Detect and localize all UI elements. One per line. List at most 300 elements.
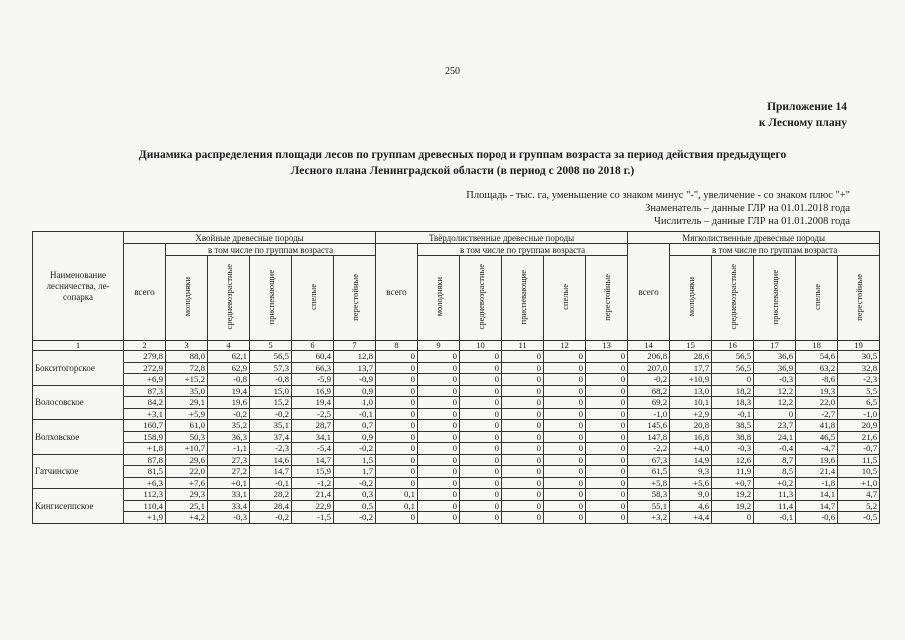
- table-cell: 5,2: [838, 500, 880, 512]
- table-cell: 0,9: [334, 385, 376, 397]
- table-cell: 10,5: [838, 466, 880, 478]
- table-cell: 28,6: [670, 351, 712, 363]
- table-cell: 0: [502, 374, 544, 386]
- table-row: [33, 466, 880, 478]
- table-row: [33, 431, 880, 443]
- table-cell: 0: [418, 408, 460, 420]
- table-cell: 69,2: [628, 397, 670, 409]
- note-units: Площадь - тыс. га, уменьшение со знаком минус "-", увеличение - со знаком плюс "+": [466, 190, 850, 201]
- table-cell: 12,2: [754, 397, 796, 409]
- table-cell: 0: [544, 374, 586, 386]
- table-cell: 19,3: [796, 385, 838, 397]
- table-cell: -0,7: [838, 443, 880, 455]
- table-notes: [466, 189, 850, 228]
- column-number: 3: [166, 341, 208, 351]
- table-cell: +4,2: [166, 512, 208, 524]
- table-cell: -2,7: [796, 408, 838, 420]
- table-cell: 11,9: [712, 466, 754, 478]
- table-cell: 0: [544, 351, 586, 363]
- table-cell: 0: [502, 351, 544, 363]
- table-cell: 14,7: [796, 500, 838, 512]
- table-cell: 60,4: [292, 351, 334, 363]
- table-cell: -0,2: [250, 512, 292, 524]
- table-cell: 14,9: [670, 454, 712, 466]
- table-cell: 32,8: [838, 362, 880, 374]
- table-cell: 19,2: [712, 489, 754, 501]
- age-column-label: перестойные: [349, 273, 360, 321]
- table-cell: 46,5: [796, 431, 838, 443]
- age-groups-header: в том числе по группам возраста: [670, 244, 880, 256]
- table-cell: 0: [460, 443, 502, 455]
- table-cell: -0,1: [334, 408, 376, 420]
- table-cell: 4,7: [838, 489, 880, 501]
- table-cell: 0: [544, 500, 586, 512]
- appendix-line-2: к Лесному плану: [758, 117, 847, 129]
- table-cell: 27,3: [208, 454, 250, 466]
- table-cell: 10,1: [670, 397, 712, 409]
- table-cell: +6,9: [124, 374, 166, 386]
- table-cell: +2,9: [670, 408, 712, 420]
- table-cell: +1,8: [124, 443, 166, 455]
- table-cell: 18,3: [712, 397, 754, 409]
- table-cell: +10,7: [166, 443, 208, 455]
- column-number: 8: [376, 341, 418, 351]
- district-name: Волховское: [33, 420, 124, 455]
- table-cell: 0: [418, 431, 460, 443]
- table-row: [33, 397, 880, 409]
- table-cell: 0: [376, 443, 418, 455]
- table-cell: 19,4: [292, 397, 334, 409]
- table-cell: -2,3: [838, 374, 880, 386]
- table-cell: 0: [544, 443, 586, 455]
- table-row: [33, 489, 880, 501]
- table-cell: 206,8: [628, 351, 670, 363]
- age-column-header: [544, 256, 586, 341]
- table-cell: 0: [418, 500, 460, 512]
- table-cell: 0,9: [334, 431, 376, 443]
- table-cell: +1,9: [124, 512, 166, 524]
- table-cell: 35,1: [250, 420, 292, 432]
- table-cell: 0: [418, 512, 460, 524]
- column-number: 2: [124, 341, 166, 351]
- table-cell: -0,3: [208, 512, 250, 524]
- column-number: 9: [418, 341, 460, 351]
- table-cell: 0: [586, 443, 628, 455]
- table-cell: 0: [460, 374, 502, 386]
- table-cell: 19,6: [208, 397, 250, 409]
- table-cell: 0: [502, 454, 544, 466]
- table-cell: 35,0: [166, 385, 208, 397]
- age-column-label: спелые: [559, 284, 570, 310]
- table-cell: 36,6: [754, 351, 796, 363]
- table-cell: 279,8: [124, 351, 166, 363]
- age-column-label: средневозрастные: [475, 264, 486, 330]
- table-cell: +0,2: [754, 477, 796, 489]
- table-cell: 22,0: [166, 466, 208, 478]
- table-cell: 12,2: [754, 385, 796, 397]
- table-cell: 9,0: [670, 489, 712, 501]
- document-title: [70, 147, 855, 179]
- table-cell: -1,1: [208, 443, 250, 455]
- table-cell: 19,6: [796, 454, 838, 466]
- age-column-label: перестойные: [601, 273, 612, 321]
- table-cell: 13,7: [334, 362, 376, 374]
- table-cell: 0: [502, 408, 544, 420]
- age-column-header: [208, 256, 250, 341]
- table-cell: 14,7: [292, 454, 334, 466]
- table-cell: 147,8: [628, 431, 670, 443]
- column-number: 16: [712, 341, 754, 351]
- table-cell: 0: [544, 466, 586, 478]
- table-cell: 28,7: [292, 420, 334, 432]
- group-header-softwood: Мягколиственные древесные породы: [628, 232, 880, 244]
- column-number: 5: [250, 341, 292, 351]
- table-cell: -0,2: [334, 443, 376, 455]
- age-column-label: приспевающие: [769, 269, 780, 325]
- table-cell: 18,2: [712, 385, 754, 397]
- table-cell: 0: [502, 420, 544, 432]
- appendix-caption: [759, 99, 847, 131]
- column-number: 6: [292, 341, 334, 351]
- column-number: 4: [208, 341, 250, 351]
- table-cell: 56,5: [250, 351, 292, 363]
- table-cell: 0: [544, 408, 586, 420]
- table-cell: 61,5: [628, 466, 670, 478]
- table-cell: 0: [460, 420, 502, 432]
- table-cell: 36,9: [754, 362, 796, 374]
- table-cell: 0: [544, 385, 586, 397]
- table-cell: 58,3: [628, 489, 670, 501]
- table-cell: 22,9: [292, 500, 334, 512]
- table-row: [33, 454, 880, 466]
- table-cell: 15,9: [292, 466, 334, 478]
- table-cell: -0,2: [208, 408, 250, 420]
- table-cell: 11,3: [754, 489, 796, 501]
- table-cell: +7,6: [166, 477, 208, 489]
- table-cell: 0: [502, 466, 544, 478]
- age-column-header: [586, 256, 628, 341]
- age-column-label: приспевающие: [517, 269, 528, 325]
- table-cell: 0: [376, 431, 418, 443]
- table-cell: 0: [376, 362, 418, 374]
- table-cell: 11,4: [754, 500, 796, 512]
- appendix-line-1: Приложение 14: [767, 101, 847, 113]
- table-cell: 68,2: [628, 385, 670, 397]
- age-column-header: [460, 256, 502, 341]
- table-row: [33, 420, 880, 432]
- table-cell: 0: [586, 466, 628, 478]
- table-cell: +5,9: [166, 408, 208, 420]
- table-cell: 0: [502, 477, 544, 489]
- table-cell: 0: [418, 397, 460, 409]
- district-name: Волосовское: [33, 385, 124, 420]
- table-cell: 12,8: [334, 351, 376, 363]
- table-row: [33, 500, 880, 512]
- table-cell: -0,8: [208, 374, 250, 386]
- table-cell: 9,3: [670, 466, 712, 478]
- table-cell: 0: [586, 431, 628, 443]
- table-cell: -0,1: [250, 477, 292, 489]
- table-cell: 0: [586, 351, 628, 363]
- table-cell: -2,2: [628, 443, 670, 455]
- table-cell: 1,7: [334, 466, 376, 478]
- table-cell: 0: [502, 489, 544, 501]
- table-cell: 62,1: [208, 351, 250, 363]
- table-cell: 0,1: [376, 489, 418, 501]
- table-cell: 50,3: [166, 431, 208, 443]
- table-cell: 16,8: [670, 431, 712, 443]
- note-denominator: Знаменатель – данные ГЛР на 01.01.2018 года: [645, 203, 850, 214]
- table-cell: 14,7: [250, 466, 292, 478]
- table-cell: 14,1: [796, 489, 838, 501]
- table-cell: 0: [586, 385, 628, 397]
- table-cell: 23,7: [754, 420, 796, 432]
- table-cell: -1,0: [628, 408, 670, 420]
- table-cell: 14,6: [250, 454, 292, 466]
- column-number: 11: [502, 341, 544, 351]
- table-cell: 72,8: [166, 362, 208, 374]
- table-cell: 0: [544, 362, 586, 374]
- age-column-header: [796, 256, 838, 341]
- table-cell: 145,6: [628, 420, 670, 432]
- district-name: Бокситогорское: [33, 351, 124, 386]
- table-cell: -1,2: [292, 477, 334, 489]
- table-cell: 0,3: [334, 489, 376, 501]
- total-header: всего: [376, 244, 418, 341]
- table-cell: 88,0: [166, 351, 208, 363]
- table-cell: 0: [502, 397, 544, 409]
- column-number: 7: [334, 341, 376, 351]
- table-cell: 0,7: [334, 420, 376, 432]
- column-number: 1: [33, 341, 124, 351]
- age-column-label: спелые: [307, 284, 318, 310]
- table-cell: 0: [460, 454, 502, 466]
- table-cell: 0: [460, 466, 502, 478]
- table-cell: 0: [544, 420, 586, 432]
- table-cell: 57,3: [250, 362, 292, 374]
- table-cell: 29,1: [166, 397, 208, 409]
- table-cell: 0: [586, 374, 628, 386]
- total-header: всего: [124, 244, 166, 341]
- table-cell: 0,5: [334, 500, 376, 512]
- table-row: [33, 512, 880, 524]
- table-cell: 0: [376, 397, 418, 409]
- table-cell: 30,5: [838, 351, 880, 363]
- table-cell: -5,4: [292, 443, 334, 455]
- table-cell: +4,4: [670, 512, 712, 524]
- table-cell: 37,4: [250, 431, 292, 443]
- table-cell: 20,8: [670, 420, 712, 432]
- table-row: [33, 362, 880, 374]
- table-cell: 0: [418, 420, 460, 432]
- table-row: [33, 408, 880, 420]
- table-cell: 13,0: [670, 385, 712, 397]
- table-cell: 272,9: [124, 362, 166, 374]
- table-cell: 0: [460, 408, 502, 420]
- column-number: 17: [754, 341, 796, 351]
- table-cell: 0: [544, 397, 586, 409]
- table-cell: -8,6: [796, 374, 838, 386]
- table-cell: 8,5: [754, 466, 796, 478]
- table-cell: 0: [418, 362, 460, 374]
- total-header: всего: [628, 244, 670, 341]
- table-cell: -0,2: [334, 477, 376, 489]
- table-cell: 29,3: [166, 489, 208, 501]
- table-cell: 160,7: [124, 420, 166, 432]
- table-cell: 0: [460, 431, 502, 443]
- table-cell: 0: [544, 431, 586, 443]
- group-header-hardwood: Твёрдолиственные древесные породы: [376, 232, 628, 244]
- column-number: 13: [586, 341, 628, 351]
- table-cell: 0: [754, 408, 796, 420]
- table-cell: 0: [586, 512, 628, 524]
- table-cell: 21,4: [292, 489, 334, 501]
- table-cell: 158,9: [124, 431, 166, 443]
- table-row: [33, 443, 880, 455]
- table-cell: 1,0: [334, 397, 376, 409]
- table-cell: +5,8: [628, 477, 670, 489]
- age-column-label: спелые: [811, 284, 822, 310]
- page-number: 250: [445, 66, 460, 77]
- table-cell: 36,3: [208, 431, 250, 443]
- table-cell: -0,3: [712, 443, 754, 455]
- table-cell: 0: [544, 477, 586, 489]
- table-cell: 0: [502, 431, 544, 443]
- table-cell: 35,2: [208, 420, 250, 432]
- table-cell: -0,4: [754, 443, 796, 455]
- age-column-header: [418, 256, 460, 341]
- table-cell: 81,5: [124, 466, 166, 478]
- age-column-label: перестойные: [853, 273, 864, 321]
- age-column-header: [292, 256, 334, 341]
- table-cell: -0,1: [712, 408, 754, 420]
- table-cell: 0: [502, 512, 544, 524]
- table-cell: 24,1: [754, 431, 796, 443]
- table-cell: -0,1: [754, 512, 796, 524]
- table-cell: 0: [376, 420, 418, 432]
- age-groups-header: в том числе по группам возраста: [166, 244, 376, 256]
- table-cell: 28,2: [250, 489, 292, 501]
- table-cell: 33,1: [208, 489, 250, 501]
- table-cell: 0: [502, 362, 544, 374]
- table-cell: 15,0: [250, 385, 292, 397]
- table-cell: +6,3: [124, 477, 166, 489]
- column-number: 18: [796, 341, 838, 351]
- table-cell: 8,7: [754, 454, 796, 466]
- table-cell: 41,8: [796, 420, 838, 432]
- table-cell: 0: [376, 385, 418, 397]
- table-cell: 67,3: [628, 454, 670, 466]
- table-cell: -2,5: [292, 408, 334, 420]
- table-cell: 0: [418, 454, 460, 466]
- table-cell: -0,2: [334, 512, 376, 524]
- table-cell: +1,0: [838, 477, 880, 489]
- table-cell: 17,7: [670, 362, 712, 374]
- table-cell: 15,2: [250, 397, 292, 409]
- table-cell: +15,2: [166, 374, 208, 386]
- age-column-label: молодняки: [433, 277, 444, 317]
- table-cell: 0: [502, 500, 544, 512]
- table-cell: 110,4: [124, 500, 166, 512]
- district-name: Гатчинское: [33, 454, 124, 489]
- table-cell: -0,2: [628, 374, 670, 386]
- table-cell: +10,9: [670, 374, 712, 386]
- table-cell: 56,5: [712, 351, 754, 363]
- table-cell: 21,6: [838, 431, 880, 443]
- table-cell: 33,4: [208, 500, 250, 512]
- table-cell: 0: [418, 443, 460, 455]
- age-column-header: [334, 256, 376, 341]
- table-cell: 55,1: [628, 500, 670, 512]
- table-cell: 0: [376, 477, 418, 489]
- table-cell: 1,5: [334, 454, 376, 466]
- table-row: [33, 374, 880, 386]
- table-cell: 207,0: [628, 362, 670, 374]
- table-cell: -0,2: [250, 408, 292, 420]
- table-cell: 0: [460, 512, 502, 524]
- forest-dynamics-table: [32, 231, 880, 524]
- table-row: [33, 477, 880, 489]
- table-cell: -0,9: [334, 374, 376, 386]
- table-cell: 0: [460, 397, 502, 409]
- table-cell: -0,3: [754, 374, 796, 386]
- table-cell: -5,9: [292, 374, 334, 386]
- table-cell: 0,1: [376, 500, 418, 512]
- table-cell: 112,3: [124, 489, 166, 501]
- column-number: 19: [838, 341, 880, 351]
- table-cell: 56,5: [712, 362, 754, 374]
- table-cell: 0: [586, 362, 628, 374]
- table-cell: 0: [418, 466, 460, 478]
- table-cell: 61,0: [166, 420, 208, 432]
- age-column-header: [670, 256, 712, 341]
- table-cell: 63,2: [796, 362, 838, 374]
- age-column-header: [250, 256, 292, 341]
- table-cell: 0: [502, 443, 544, 455]
- table-cell: 0: [544, 512, 586, 524]
- age-groups-header: в том числе по группам возраста: [418, 244, 628, 256]
- table-cell: 0: [544, 489, 586, 501]
- column-number: 12: [544, 341, 586, 351]
- table-cell: 0: [460, 362, 502, 374]
- table-cell: 29,6: [166, 454, 208, 466]
- table-cell: 0: [418, 477, 460, 489]
- table-cell: -1,0: [838, 408, 880, 420]
- age-column-label: молодняки: [181, 277, 192, 317]
- table-cell: 0: [376, 512, 418, 524]
- table-cell: 21,4: [796, 466, 838, 478]
- table-cell: 0: [586, 454, 628, 466]
- title-line-2: Лесного плана Ленинградской области (в период с 2008 по 2018 г.): [290, 165, 635, 177]
- table-cell: 0: [586, 500, 628, 512]
- table-cell: +3,2: [628, 512, 670, 524]
- table-cell: 0: [418, 385, 460, 397]
- table-cell: 25,1: [166, 500, 208, 512]
- group-header-coniferous: Хвойные древесные породы: [124, 232, 376, 244]
- age-column-header: [712, 256, 754, 341]
- table-cell: 28,4: [250, 500, 292, 512]
- table-cell: 27,2: [208, 466, 250, 478]
- table-cell: 19,2: [712, 500, 754, 512]
- column-number: 15: [670, 341, 712, 351]
- age-column-header: [838, 256, 880, 341]
- age-column-header: [754, 256, 796, 341]
- table-cell: 38,8: [712, 431, 754, 443]
- table-cell: 66,3: [292, 362, 334, 374]
- table-cell: 0: [376, 454, 418, 466]
- table-cell: 0: [460, 489, 502, 501]
- table-cell: -2,3: [250, 443, 292, 455]
